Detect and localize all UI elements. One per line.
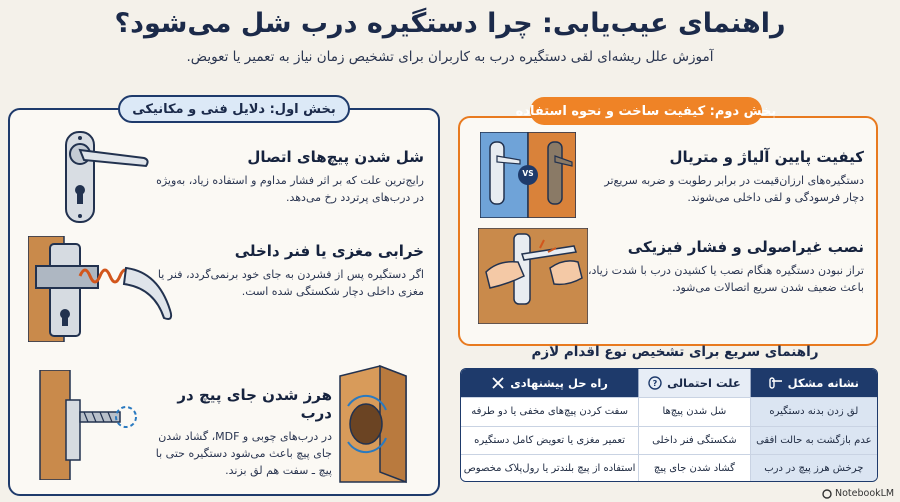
notebooklm-logo-icon	[822, 489, 832, 499]
header-symptom	[750, 369, 877, 397]
brand-label: NotebookLM	[835, 488, 895, 499]
header-solution-label: راه حل پیشنهادی	[510, 376, 608, 390]
item-desc: رایج‌ترین علت که بر اثر فشار مداوم و استفاده زیاد، به‌ویژه در درب‌های پرتردد رخ می‌دهد.	[156, 174, 424, 205]
table-row	[461, 426, 877, 455]
section1-item-2	[144, 242, 424, 300]
quick-guide-title: راهنمای سریع برای تشخیص نوع اقدام لازم	[531, 344, 819, 360]
row-symptom: عدم بازگشت به حالت افقی	[750, 427, 877, 455]
section2-item-1	[584, 148, 864, 206]
section2-heading: بخش دوم: کیفیت ساخت و نحوه استفاده	[530, 97, 762, 125]
screw-icon	[30, 370, 140, 480]
row-solution: تعمیر مغزی یا تعویض کامل دستگیره	[461, 427, 638, 455]
vs-label: VS	[522, 169, 534, 178]
section1-heading: بخش اول: دلایل فنی و مکانیکی	[118, 95, 350, 123]
tools-icon	[491, 376, 505, 390]
header-solution	[461, 369, 638, 397]
row-symptom: لق زدن بدنه دستگیره	[750, 398, 877, 426]
item-title: کیفیت پایین آلیاژ و متریال	[669, 148, 864, 166]
section1-item-3	[142, 386, 332, 479]
item-title: نصب غیراصولی و فشار فیزیکی	[627, 238, 864, 256]
question-bubble-icon	[648, 376, 662, 390]
item-desc: دستگیره‌های ارزان‌قیمت در برابر رطوبت و ضربه سریع‌تر دچار فرسودگی و لقی داخلی می‌شوند.	[604, 174, 864, 205]
section2-item-2	[584, 238, 864, 296]
table-header	[461, 369, 877, 397]
handle-icon	[769, 377, 783, 389]
table-row	[461, 397, 877, 426]
row-solution: استفاده از پیچ بلندتر یا رول‌پلاک مخصوص	[461, 455, 638, 482]
row-solution: سفت کردن پیچ‌های مخفی یا دو طرفه	[461, 398, 638, 426]
brand-watermark	[822, 488, 894, 499]
page-title: راهنمای عیب‌یابی: چرا دستگیره درب شل می‌شود؟	[114, 8, 786, 39]
door-handle-icon	[44, 128, 154, 228]
table-row	[461, 454, 877, 482]
row-symptom: چرخش هرز پیچ در درب	[750, 455, 877, 482]
row-cause: شل شدن پیچ‌ها	[638, 398, 749, 426]
row-cause: گشاد شدن جای پیچ	[638, 455, 749, 482]
header-cause-label: علت احتمالی	[667, 376, 741, 390]
page-subtitle: آموزش علل ریشه‌ای لقی دستگیره درب به کاربران برای تشخیص زمان نیاز به تعمیر یا تعویض.	[186, 49, 714, 65]
header-cause	[638, 369, 749, 397]
wood-block-icon	[330, 362, 422, 486]
hand-pull-icon	[478, 228, 588, 324]
quick-guide-table	[460, 368, 878, 482]
item-desc: در درب‌های چوبی و MDF، گشاد شدن جای پیچ باعث می‌شود دستگیره حتی با پیچ ـ سفت هم لق بزند.	[155, 430, 332, 478]
section1-item-1	[144, 148, 424, 206]
row-cause: شکستگی فنر داخلی	[638, 427, 749, 455]
item-desc: تراز نبودن دستگیره هنگام نصب یا کشیدن درب با شدت زیاد، باعث ضعیف شدن سریع اتصالات می‌شود.	[587, 264, 864, 295]
item-title: شل شدن پیچ‌های اتصال	[247, 148, 424, 166]
svg-text:?: ?	[652, 379, 658, 388]
item-title: خرابی مغزی یا فنر داخلی	[234, 242, 424, 260]
item-desc: اگر دستگیره پس از فشردن به جای خود برنمی‌گردد، فنر یا مغزی داخلی دچار شکستگی شده است.	[157, 268, 424, 299]
item-title: هرز شدن جای پیچ در درب	[177, 386, 332, 422]
header-symptom-label: نشانه مشکل	[787, 376, 860, 390]
